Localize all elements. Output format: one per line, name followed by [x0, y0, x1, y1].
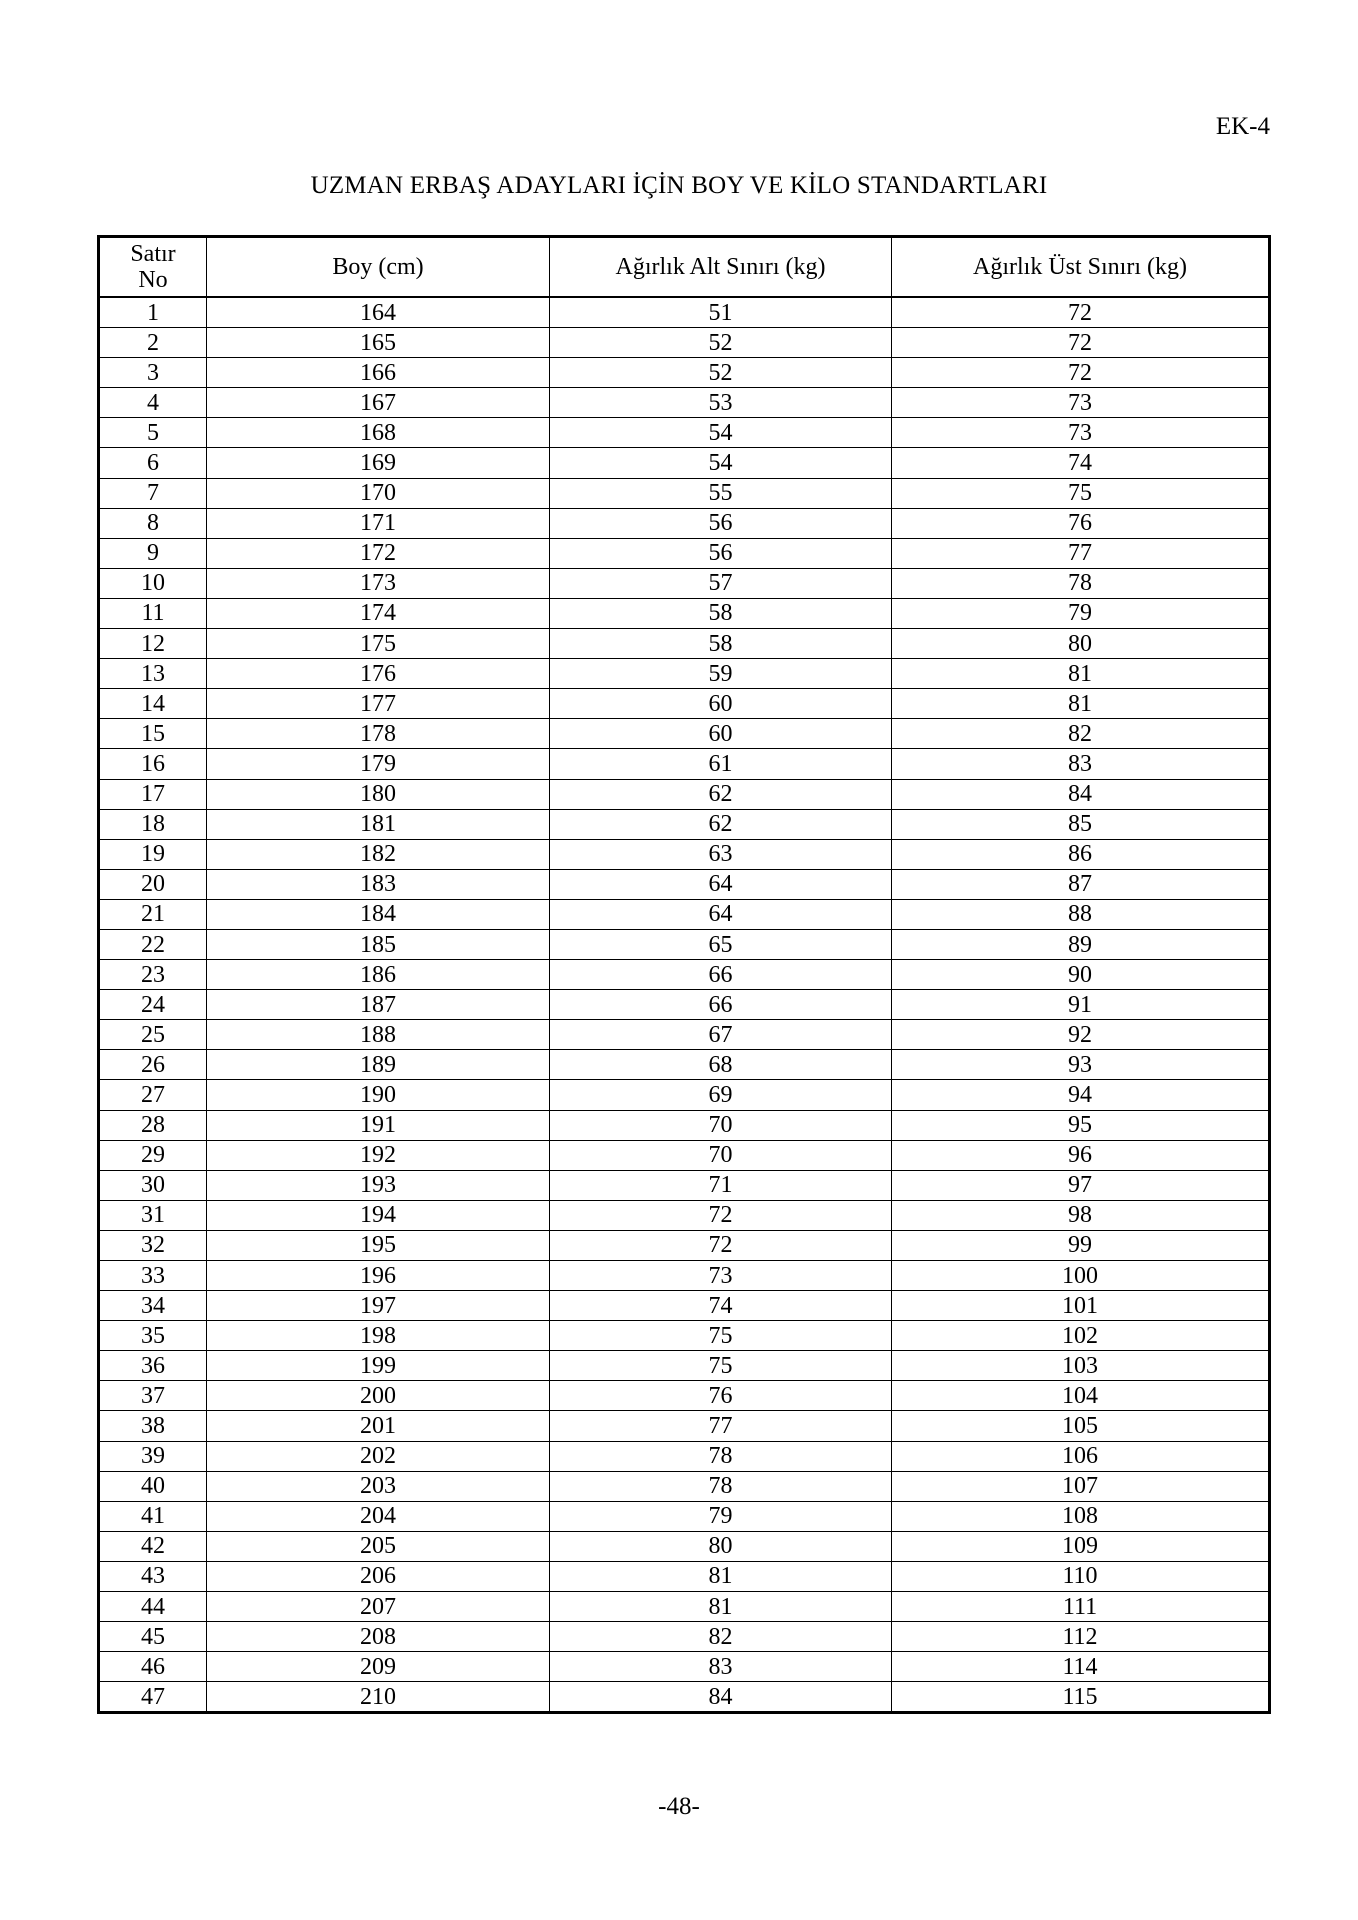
- cell-height: 193: [207, 1170, 550, 1200]
- cell-height: 192: [207, 1140, 550, 1170]
- table-row: [99, 1170, 1270, 1200]
- cell-row-no: 43: [99, 1561, 207, 1591]
- cell-row-no: 30: [99, 1170, 207, 1200]
- cell-row-no: 31: [99, 1200, 207, 1230]
- header-row-no-line2: No: [138, 267, 168, 293]
- cell-weight-min: 78: [550, 1471, 892, 1501]
- cell-weight-min: 74: [550, 1291, 892, 1321]
- cell-height: 206: [207, 1561, 550, 1591]
- table-row: [99, 358, 1270, 388]
- table-row: [99, 538, 1270, 568]
- cell-row-no: 46: [99, 1652, 207, 1682]
- cell-row-no: 38: [99, 1411, 207, 1441]
- cell-height: 203: [207, 1471, 550, 1501]
- cell-weight-max: 88: [892, 899, 1270, 929]
- table-row: [99, 960, 1270, 990]
- cell-weight-min: 77: [550, 1411, 892, 1441]
- cell-weight-max: 72: [892, 358, 1270, 388]
- cell-weight-max: 89: [892, 929, 1270, 959]
- height-weight-standards-table: [97, 235, 1271, 1714]
- cell-weight-min: 69: [550, 1080, 892, 1110]
- cell-height: 195: [207, 1230, 550, 1260]
- cell-row-no: 24: [99, 990, 207, 1020]
- cell-height: 201: [207, 1411, 550, 1441]
- cell-height: 190: [207, 1080, 550, 1110]
- cell-height: 182: [207, 839, 550, 869]
- cell-height: 204: [207, 1501, 550, 1531]
- cell-weight-min: 72: [550, 1230, 892, 1260]
- cell-weight-max: 72: [892, 297, 1270, 328]
- cell-weight-max: 111: [892, 1592, 1270, 1622]
- cell-row-no: 9: [99, 538, 207, 568]
- cell-weight-max: 105: [892, 1411, 1270, 1441]
- cell-weight-min: 75: [550, 1321, 892, 1351]
- page-number: -48-: [658, 1793, 700, 1820]
- cell-weight-min: 63: [550, 839, 892, 869]
- cell-weight-max: 86: [892, 839, 1270, 869]
- cell-row-no: 8: [99, 508, 207, 538]
- cell-height: 205: [207, 1531, 550, 1561]
- cell-weight-max: 80: [892, 629, 1270, 659]
- cell-height: 202: [207, 1441, 550, 1471]
- cell-height: 174: [207, 598, 550, 628]
- cell-weight-max: 87: [892, 869, 1270, 899]
- cell-weight-min: 73: [550, 1261, 892, 1291]
- table-row: [99, 388, 1270, 418]
- cell-height: 200: [207, 1381, 550, 1411]
- cell-weight-max: 107: [892, 1471, 1270, 1501]
- cell-weight-max: 76: [892, 508, 1270, 538]
- cell-row-no: 37: [99, 1381, 207, 1411]
- cell-height: 168: [207, 418, 550, 448]
- cell-weight-max: 115: [892, 1682, 1270, 1713]
- cell-height: 198: [207, 1321, 550, 1351]
- table-row: [99, 418, 1270, 448]
- cell-row-no: 44: [99, 1592, 207, 1622]
- cell-weight-max: 103: [892, 1351, 1270, 1381]
- cell-weight-min: 82: [550, 1622, 892, 1652]
- cell-weight-max: 74: [892, 448, 1270, 478]
- cell-height: 208: [207, 1622, 550, 1652]
- header-height: Boy (cm): [207, 237, 550, 298]
- table-row: [99, 1652, 1270, 1682]
- cell-weight-min: 81: [550, 1561, 892, 1591]
- cell-weight-min: 52: [550, 358, 892, 388]
- cell-weight-min: 64: [550, 869, 892, 899]
- table-row: [99, 809, 1270, 839]
- cell-weight-min: 60: [550, 719, 892, 749]
- cell-height: 184: [207, 899, 550, 929]
- cell-weight-min: 80: [550, 1531, 892, 1561]
- cell-height: 169: [207, 448, 550, 478]
- cell-weight-min: 66: [550, 960, 892, 990]
- cell-weight-max: 72: [892, 328, 1270, 358]
- cell-row-no: 16: [99, 749, 207, 779]
- cell-weight-min: 67: [550, 1020, 892, 1050]
- cell-weight-min: 72: [550, 1200, 892, 1230]
- table-row: [99, 1561, 1270, 1591]
- table-row: [99, 1381, 1270, 1411]
- cell-weight-max: 106: [892, 1441, 1270, 1471]
- table-row: [99, 779, 1270, 809]
- cell-weight-max: 99: [892, 1230, 1270, 1260]
- document-title: UZMAN ERBAŞ ADAYLARI İÇİN BOY VE KİLO STANDARTLARI: [310, 172, 1048, 199]
- table-row: [99, 1351, 1270, 1381]
- cell-weight-max: 108: [892, 1501, 1270, 1531]
- cell-height: 197: [207, 1291, 550, 1321]
- cell-row-no: 21: [99, 899, 207, 929]
- cell-weight-min: 84: [550, 1682, 892, 1713]
- cell-weight-max: 112: [892, 1622, 1270, 1652]
- cell-weight-min: 71: [550, 1170, 892, 1200]
- cell-weight-min: 58: [550, 598, 892, 628]
- cell-weight-min: 70: [550, 1110, 892, 1140]
- table-row: [99, 990, 1270, 1020]
- table-row: [99, 839, 1270, 869]
- cell-row-no: 1: [99, 297, 207, 328]
- table-row: [99, 1321, 1270, 1351]
- cell-row-no: 12: [99, 629, 207, 659]
- cell-row-no: 25: [99, 1020, 207, 1050]
- cell-height: 179: [207, 749, 550, 779]
- cell-weight-max: 97: [892, 1170, 1270, 1200]
- cell-weight-min: 54: [550, 448, 892, 478]
- cell-weight-min: 76: [550, 1381, 892, 1411]
- cell-weight-max: 95: [892, 1110, 1270, 1140]
- cell-row-no: 26: [99, 1050, 207, 1080]
- cell-weight-min: 62: [550, 779, 892, 809]
- cell-weight-min: 58: [550, 629, 892, 659]
- cell-height: 194: [207, 1200, 550, 1230]
- cell-weight-max: 78: [892, 568, 1270, 598]
- cell-row-no: 2: [99, 328, 207, 358]
- cell-weight-min: 56: [550, 508, 892, 538]
- table-row: [99, 719, 1270, 749]
- cell-weight-max: 110: [892, 1561, 1270, 1591]
- header-weight-max: Ağırlık Üst Sınırı (kg): [892, 237, 1270, 298]
- cell-weight-max: 102: [892, 1321, 1270, 1351]
- cell-weight-min: 57: [550, 568, 892, 598]
- cell-weight-min: 65: [550, 929, 892, 959]
- cell-height: 177: [207, 689, 550, 719]
- table-row: [99, 568, 1270, 598]
- table-row: [99, 689, 1270, 719]
- cell-height: 207: [207, 1592, 550, 1622]
- cell-weight-max: 79: [892, 598, 1270, 628]
- cell-weight-max: 81: [892, 689, 1270, 719]
- header-weight-min: Ağırlık Alt Sınırı (kg): [550, 237, 892, 298]
- cell-weight-max: 98: [892, 1200, 1270, 1230]
- cell-weight-max: 93: [892, 1050, 1270, 1080]
- cell-row-no: 45: [99, 1622, 207, 1652]
- cell-row-no: 27: [99, 1080, 207, 1110]
- cell-weight-max: 94: [892, 1080, 1270, 1110]
- table-row: [99, 1501, 1270, 1531]
- cell-row-no: 15: [99, 719, 207, 749]
- cell-height: 187: [207, 990, 550, 1020]
- cell-height: 170: [207, 478, 550, 508]
- cell-weight-min: 64: [550, 899, 892, 929]
- cell-weight-max: 100: [892, 1261, 1270, 1291]
- cell-height: 183: [207, 869, 550, 899]
- table-row: [99, 1411, 1270, 1441]
- cell-weight-min: 61: [550, 749, 892, 779]
- cell-weight-min: 53: [550, 388, 892, 418]
- cell-weight-min: 52: [550, 328, 892, 358]
- cell-weight-min: 75: [550, 1351, 892, 1381]
- cell-height: 196: [207, 1261, 550, 1291]
- cell-height: 175: [207, 629, 550, 659]
- table-row: [99, 1682, 1270, 1713]
- table-row: [99, 1020, 1270, 1050]
- table-row: [99, 749, 1270, 779]
- table-row: [99, 1080, 1270, 1110]
- cell-row-no: 34: [99, 1291, 207, 1321]
- cell-weight-min: 59: [550, 659, 892, 689]
- table-row: [99, 1471, 1270, 1501]
- table-row: [99, 1230, 1270, 1260]
- table-row: [99, 478, 1270, 508]
- cell-weight-max: 92: [892, 1020, 1270, 1050]
- cell-height: 181: [207, 809, 550, 839]
- cell-weight-max: 83: [892, 749, 1270, 779]
- cell-row-no: 22: [99, 929, 207, 959]
- cell-height: 178: [207, 719, 550, 749]
- cell-weight-min: 51: [550, 297, 892, 328]
- cell-row-no: 18: [99, 809, 207, 839]
- table-row: [99, 1622, 1270, 1652]
- cell-height: 188: [207, 1020, 550, 1050]
- cell-row-no: 23: [99, 960, 207, 990]
- table-row: [99, 869, 1270, 899]
- table-row: [99, 297, 1270, 328]
- cell-weight-max: 104: [892, 1381, 1270, 1411]
- cell-row-no: 19: [99, 839, 207, 869]
- cell-weight-min: 83: [550, 1652, 892, 1682]
- cell-row-no: 41: [99, 1501, 207, 1531]
- cell-height: 171: [207, 508, 550, 538]
- cell-weight-min: 79: [550, 1501, 892, 1531]
- cell-height: 185: [207, 929, 550, 959]
- table-row: [99, 899, 1270, 929]
- cell-weight-max: 114: [892, 1652, 1270, 1682]
- table-row: [99, 1291, 1270, 1321]
- cell-row-no: 39: [99, 1441, 207, 1471]
- table-row: [99, 1592, 1270, 1622]
- cell-weight-max: 96: [892, 1140, 1270, 1170]
- cell-weight-max: 90: [892, 960, 1270, 990]
- cell-height: 164: [207, 297, 550, 328]
- cell-weight-min: 70: [550, 1140, 892, 1170]
- table-header-row: [99, 237, 1270, 298]
- cell-height: 173: [207, 568, 550, 598]
- cell-weight-min: 78: [550, 1441, 892, 1471]
- cell-row-no: 47: [99, 1682, 207, 1713]
- cell-weight-min: 54: [550, 418, 892, 448]
- cell-weight-min: 60: [550, 689, 892, 719]
- cell-row-no: 14: [99, 689, 207, 719]
- cell-row-no: 42: [99, 1531, 207, 1561]
- table-row: [99, 1140, 1270, 1170]
- table-header: [99, 237, 1270, 298]
- cell-row-no: 7: [99, 478, 207, 508]
- cell-height: 210: [207, 1682, 550, 1713]
- cell-weight-min: 62: [550, 809, 892, 839]
- table-row: [99, 629, 1270, 659]
- cell-weight-min: 56: [550, 538, 892, 568]
- cell-height: 165: [207, 328, 550, 358]
- cell-weight-max: 91: [892, 990, 1270, 1020]
- table-row: [99, 1200, 1270, 1230]
- cell-weight-max: 73: [892, 418, 1270, 448]
- table-row: [99, 929, 1270, 959]
- cell-row-no: 17: [99, 779, 207, 809]
- table-row: [99, 1531, 1270, 1561]
- cell-weight-max: 85: [892, 809, 1270, 839]
- cell-height: 180: [207, 779, 550, 809]
- table-row: [99, 598, 1270, 628]
- table-row: [99, 1441, 1270, 1471]
- cell-height: 189: [207, 1050, 550, 1080]
- cell-row-no: 35: [99, 1321, 207, 1351]
- cell-row-no: 11: [99, 598, 207, 628]
- header-row-no-line1: Satır: [130, 241, 176, 267]
- cell-row-no: 36: [99, 1351, 207, 1381]
- cell-row-no: 28: [99, 1110, 207, 1140]
- cell-row-no: 6: [99, 448, 207, 478]
- cell-weight-min: 55: [550, 478, 892, 508]
- table-row: [99, 1110, 1270, 1140]
- table-row: [99, 328, 1270, 358]
- cell-height: 176: [207, 659, 550, 689]
- cell-row-no: 32: [99, 1230, 207, 1260]
- cell-row-no: 33: [99, 1261, 207, 1291]
- table-row: [99, 1261, 1270, 1291]
- cell-height: 209: [207, 1652, 550, 1682]
- cell-weight-max: 75: [892, 478, 1270, 508]
- cell-weight-max: 77: [892, 538, 1270, 568]
- table-row: [99, 508, 1270, 538]
- cell-weight-max: 73: [892, 388, 1270, 418]
- cell-row-no: 20: [99, 869, 207, 899]
- table-row: [99, 1050, 1270, 1080]
- cell-weight-max: 109: [892, 1531, 1270, 1561]
- cell-height: 199: [207, 1351, 550, 1381]
- annex-label: EK-4: [1215, 113, 1270, 140]
- cell-weight-max: 82: [892, 719, 1270, 749]
- cell-weight-min: 68: [550, 1050, 892, 1080]
- cell-row-no: 4: [99, 388, 207, 418]
- cell-weight-max: 84: [892, 779, 1270, 809]
- cell-weight-max: 101: [892, 1291, 1270, 1321]
- cell-height: 166: [207, 358, 550, 388]
- cell-row-no: 5: [99, 418, 207, 448]
- cell-height: 191: [207, 1110, 550, 1140]
- cell-height: 167: [207, 388, 550, 418]
- cell-height: 172: [207, 538, 550, 568]
- cell-row-no: 13: [99, 659, 207, 689]
- cell-height: 186: [207, 960, 550, 990]
- table-body: [99, 297, 1270, 1713]
- table-row: [99, 659, 1270, 689]
- cell-weight-min: 66: [550, 990, 892, 1020]
- cell-row-no: 40: [99, 1471, 207, 1501]
- table-row: [99, 448, 1270, 478]
- cell-row-no: 3: [99, 358, 207, 388]
- cell-row-no: 29: [99, 1140, 207, 1170]
- cell-weight-max: 81: [892, 659, 1270, 689]
- cell-weight-min: 81: [550, 1592, 892, 1622]
- header-row-no: [99, 237, 207, 298]
- cell-row-no: 10: [99, 568, 207, 598]
